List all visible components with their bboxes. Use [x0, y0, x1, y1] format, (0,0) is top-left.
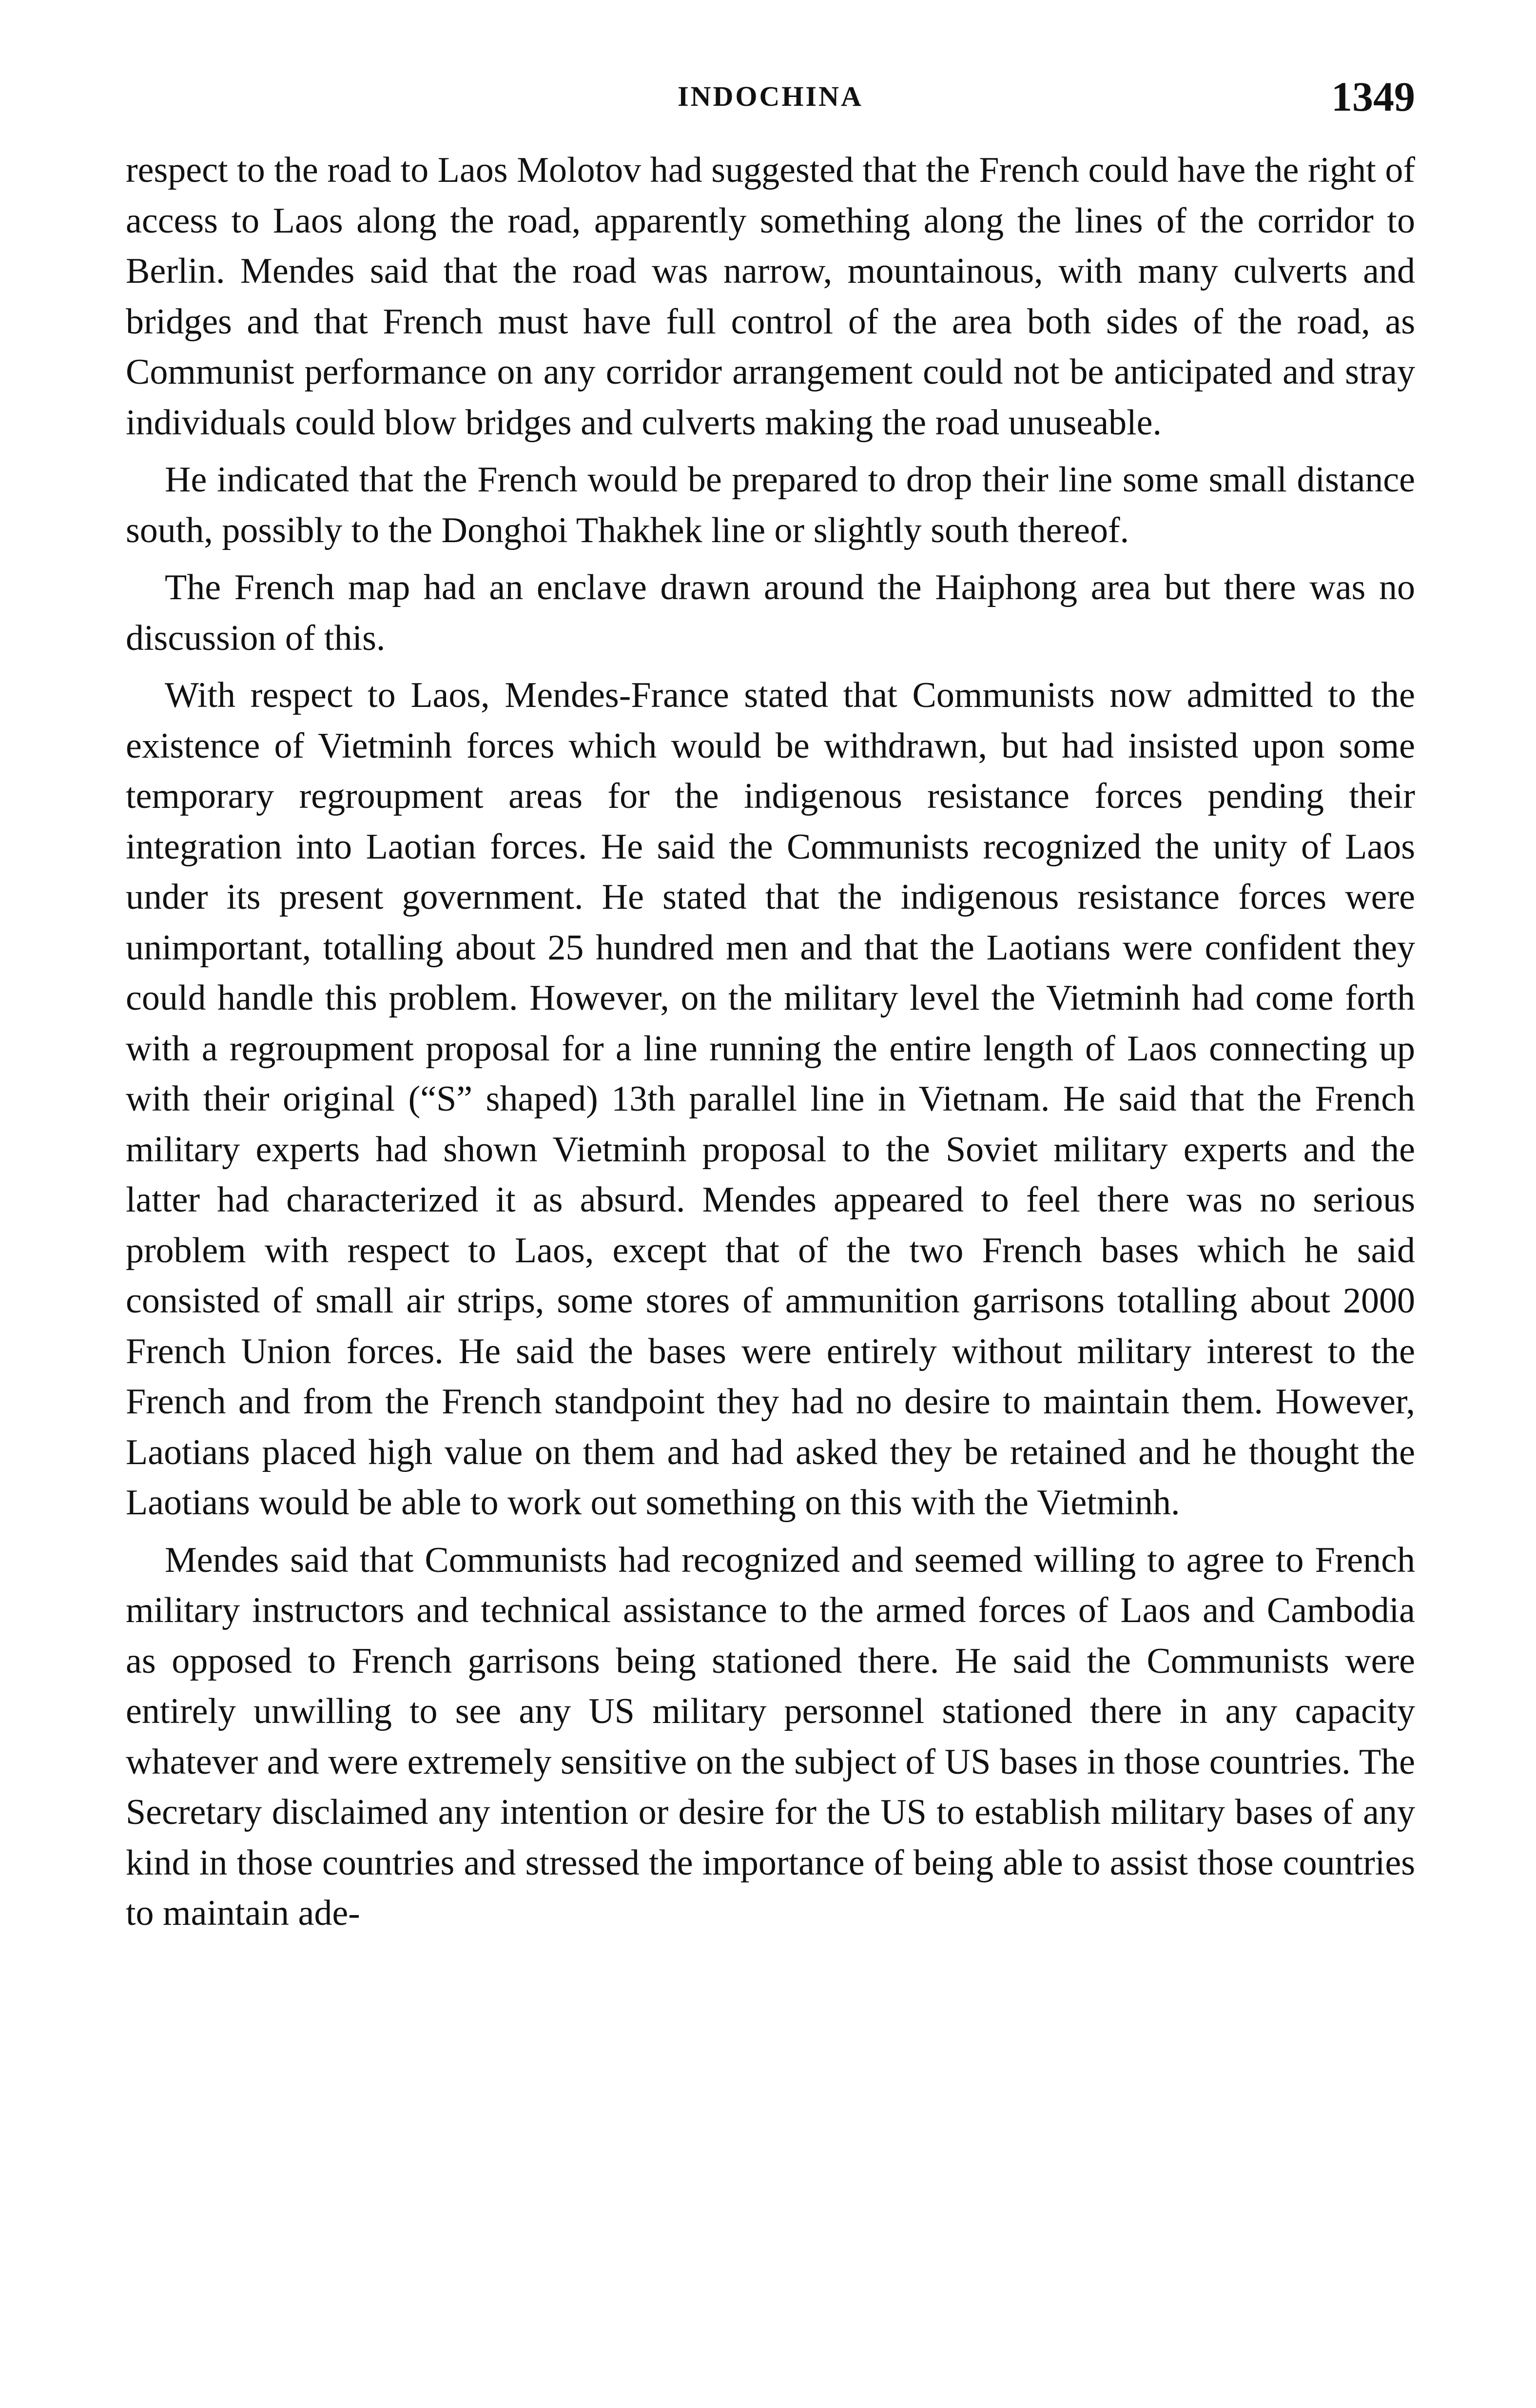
paragraph-continued: respect to the road to Laos Molotov had suggested that the French could have the right of access to Laos along the road, apparently something along the lines of the corridor to Berlin. Mendes said that the road was narrow, mountainous, with many culverts and bridges and that French must have full control of the area both sides of the road, as Communist performance on any corridor arrangement could not be anticipated and stray individuals could blow bridges and culverts making the road unuseable. — [126, 150, 1415, 443]
paragraph: The French map had an enclave drawn around the Haiphong area but there was no discussion of this. — [126, 568, 1415, 658]
paragraph: With respect to Laos, Mendes-France stated that Communists now admitted to the existence of Vietminh forces which would be withdrawn, but had insisted upon some temporary regroupment areas for the indigenous resistance forces pending their integration into Laotian forces. He said the Communists recognized the unity of Laos under its present government. He stated that the indigenous resistance forces were unimportant, totalling about 25 hundred men and that the Laotians were confident they could handle this problem. However, on the military level the Vietminh had come forth with a regroupment proposal for a line running the entire length of Laos connecting up with their original (“S” shaped) 13th parallel line in Vietnam. He said that the French military experts had shown Vietminh proposal to the Soviet military experts and the latter had characterized it as absurd. Mendes appeared to feel there was no serious problem with respect to Laos, except that of the two French bases which he said consisted of small air strips, some stores of ammunition garrisons totalling about 2000 French Union forces. He said the bases were entirely without military interest to the French and from the French standpoint they had no desire to maintain them. However, Laotians placed high value on them and had asked they be retained and he thought the Laotians would be able to work out something on this with the Vietminh. — [126, 675, 1415, 1523]
document-page — [126, 72, 1415, 1946]
paragraph: He indicated that the French would be prepared to drop their line some small distance south, possibly to the Donghoi Thakhek line or slightly south thereof. — [126, 460, 1415, 550]
page-number: 1349 — [1331, 73, 1415, 120]
running-title: INDOCHINA — [678, 80, 863, 112]
running-header — [126, 72, 1415, 126]
body-text — [126, 145, 1415, 1939]
paragraph: Mendes said that Communists had recognized and seemed willing to agree to French military instructors and technical assistance to the armed forces of Laos and Cambodia as opposed to French garrisons being stationed there. He said the Communists were entirely unwilling to see any US military personnel stationed there in any capacity whatever and were extremely sensitive on the subject of US bases in those countries. The Secretary disclaimed any intention or desire for the US to establish military bases of any kind in those countries and stressed the importance of being able to assist those countries to maintain ade- — [126, 1540, 1415, 1933]
